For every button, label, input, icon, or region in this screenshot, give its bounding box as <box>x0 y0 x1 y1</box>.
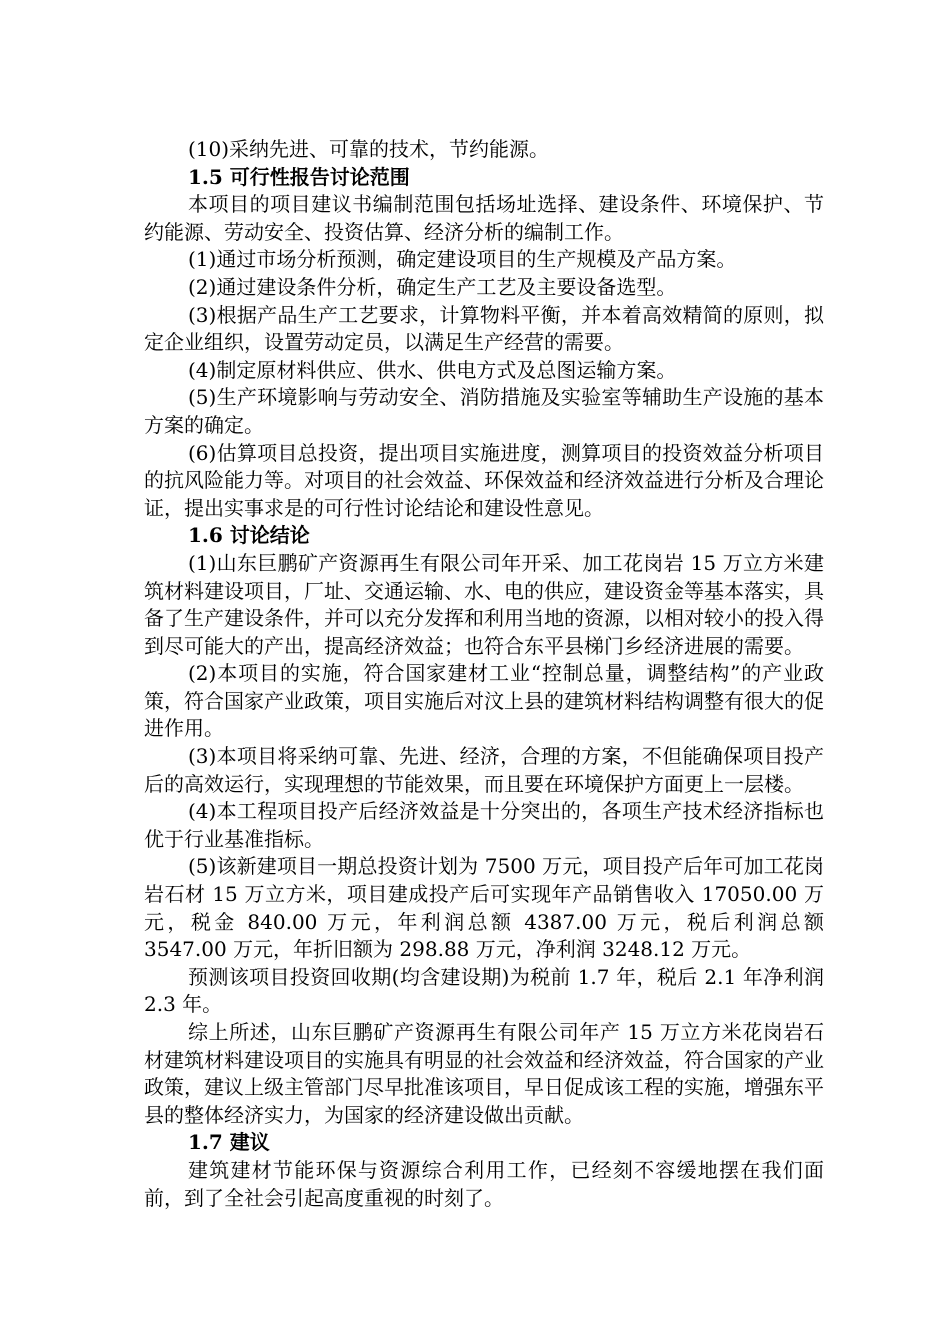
paragraph: (2)本项目的实施，符合国家建材工业“控制总量，调整结构”的产业政策，符合国家产业政策，项目实施后对汶上县的建筑材料结构调整有很大的促进作用。 <box>144 661 824 741</box>
section-heading: 1.7 建议 <box>188 1130 270 1155</box>
paragraph: 预测该项目投资回收期(均含建设期)为税前 1.7 年，税后 2.1 年净利润 2.3 年。 <box>144 964 824 1017</box>
paragraph: (2)通过建设条件分析，确定生产工艺及主要设备选型。 <box>188 274 677 299</box>
paragraph: (4)本工程项目投产后经济效益是十分突出的，各项生产技术经济指标也优于行业基准指标。 <box>144 799 824 851</box>
paragraph: (3)本项目将采纳可靠、先进、经济，合理的方案，不但能确保项目投产后的高效运行，实现理想的节能效果，而且要在环境保护方面更上一层楼。 <box>144 744 824 796</box>
section-heading: 1.6 讨论结论 <box>188 523 310 548</box>
paragraph: (1)通过市场分析预测，确定建设项目的生产规模及产品方案。 <box>188 247 737 272</box>
document-page <box>144 136 824 1212</box>
paragraph: 本项目的项目建议书编制范围包括场址选择、建设条件、环境保护、节约能源、劳动安全、投资估算、经济分析的编制工作。 <box>144 192 824 244</box>
paragraph: 建筑建材节能环保与资源综合利用工作，已经刻不容缓地摆在我们面前，到了全社会引起高度重视的时刻了。 <box>144 1157 824 1210</box>
section-heading: 1.5 可行性报告讨论范围 <box>188 164 410 189</box>
paragraph: (5)该新建项目一期总投资计划为 7500 万元，项目投产后年可加工花岗岩石材 15 万立方米，项目建成投产后可实现年产品销售收入 17050.00 万元，税金 840.00 万元，年利润总额 4387.00 万元，税后利润总额 3547.00 万元，年折旧额为 298.88 万元，净利润 3248.12 万元。 <box>144 854 824 962</box>
paragraph: (6)估算项目总投资，提出项目实施进度，测算项目的投资效益分析项目的抗风险能力等。对项目的社会效益、环保效益和经济效益进行分析及合理论证，提出实事求是的可行性讨论结论和建设性意见。 <box>144 440 824 520</box>
paragraph: (5)生产环境影响与劳动安全、消防措施及实验室等辅助生产设施的基本方案的确定。 <box>144 385 824 437</box>
paragraph: (1)山东巨鹏矿产资源再生有限公司年开采、加工花岗岩 15 万立方米建筑材料建设项目，厂址、交通运输、水、电的供应，建设资金等基本落实，具备了生产建设条件，并可以充分发挥和利用当地的资源，以相对较小的投入得到尽可能大的产出，提高经济效益；也符合东平县梯门乡经济进展的需要。 <box>144 550 824 658</box>
paragraph: (4)制定原材料供应、供水、供电方式及总图运输方案。 <box>188 357 677 382</box>
paragraph: (10)采纳先进、可靠的技术，节约能源。 <box>188 137 550 161</box>
paragraph: 综上所述，山东巨鹏矿产资源再生有限公司年产 15 万立方米花岗岩石材建筑材料建设项目的实施具有明显的社会效益和经济效益，符合国家的产业政策，建议上级主管部门尽早批准该项目，早日促成该工程的实施，增强东平县的整体经济实力，为国家的经济建设做出贡献。 <box>144 1020 824 1127</box>
paragraph: (3)根据产品生产工艺要求，计算物料平衡，并本着高效精简的原则，拟定企业组织，设置劳动定员，以满足生产经营的需要。 <box>144 302 824 355</box>
